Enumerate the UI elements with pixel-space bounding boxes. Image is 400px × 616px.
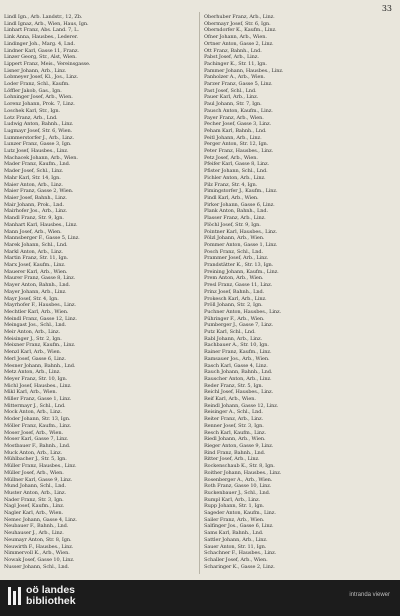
directory-entry: Maier Franz, Gasse 2, Wien. [4, 188, 74, 195]
directory-entry: Lorenz Johann, Prok. 7, Linz. [4, 101, 75, 108]
directory-entry: Pirker Johann, Gasse 6, Linz. [204, 201, 275, 208]
directory-entry: Schaller Josef, Arb., Wien. [204, 556, 268, 563]
directory-entry: Rind Franz, Bahnh., Lnd. [204, 449, 266, 456]
directory-entry: Muck Anton, Arb., Linz. [4, 449, 63, 456]
directory-entry: Peham Karl, Bahnh., Lnd. [204, 127, 267, 134]
right-column [204, 14, 394, 576]
directory-entry: Pabst Josef, Arb., Linz. [204, 54, 259, 61]
directory-entry: Lummerstorfer J., Arb., Linz. [4, 134, 74, 141]
directory-entry: Müller Franz, Hausbes., Linz. [4, 463, 77, 470]
directory-entry: Reder Franz, Str. 5, Ign. [204, 382, 264, 389]
directory-entry: Nagl Josef, Kaufm., Linz. [4, 503, 65, 510]
directory-entry: Mandl Franz, Str. 9, Ign. [4, 215, 64, 222]
directory-entry: Neubauer F., Bahnh., Lnd. [4, 523, 69, 530]
directory-entry: Mittermayr J., Schl., Lnd. [4, 402, 66, 409]
directory-entry: Oberhuber Franz, Arb., Linz. [204, 14, 275, 20]
directory-entry: Mayr Josef, Str. 4, Ign. [4, 295, 59, 302]
directory-entry: Maier Anton, Arb., Linz. [4, 181, 63, 188]
directory-entry: Ritter Josef, Arb., Linz. [204, 456, 260, 463]
directory-entry: Nemec Johann, Gasse 4, Linz. [4, 516, 77, 523]
directory-entry: Peitl Johann, Arb., Linz. [204, 134, 262, 141]
directory-entry: Pecher Josef, Gasse 3, Linz. [204, 121, 272, 128]
directory-entry: Mader Josef, Schl., Linz. [4, 168, 64, 175]
directory-entry: Resch Karl, Kaufm., Linz. [204, 429, 266, 436]
directory-entry: Mostbauer F., Bahnh., Lnd. [4, 443, 71, 449]
directory-entry: Lunzer Franz, Gasse 3, Ign. [4, 141, 72, 148]
directory-entry: Rockenschaub K., Str. 8, Ign. [204, 463, 275, 470]
directory-entry: Pichler Anton, Arb., Linz. [204, 174, 266, 181]
directory-entry: Rainer Franz, Kaufm., Linz. [204, 349, 272, 356]
directory-entry: Mayer Anton, Bahnh., Lnd. [4, 282, 71, 289]
directory-entry: Lippert Franz, Meis., Vereinsgasse. [4, 60, 91, 67]
directory-entry: Roither Johann, Hausbes., Linz. [204, 469, 282, 476]
directory-entry: Mader Franz, Kaufm., Lnd. [4, 161, 71, 168]
directory-entry: Muster Anton, Arb., Linz. [4, 489, 66, 496]
directory-entry: Merl Josef, Gasse 6, Linz. [4, 355, 66, 362]
library-logo[interactable] [8, 585, 76, 607]
directory-entry: Lindl Ign., Arb. Landstr., 12, Zb. [4, 14, 83, 20]
directory-entry: Meir Anton, Arb., Linz. [4, 329, 60, 336]
directory-entry: Ortner Anton, Gasse 2, Linz. [204, 40, 274, 47]
directory-entry: Pühringer F., Arb., Wien. [204, 315, 265, 322]
directory-entry: Meisinger J., Str. 2, Ign. [4, 335, 62, 342]
directory-entry: Lindner Karl, Gasse 11, Franz. [4, 47, 79, 54]
directory-entry: Nimmervoll K., Arb., Wien. [4, 550, 70, 557]
directory-entry: Rauch Johann, Bahnh., Lnd. [204, 369, 273, 376]
directory-entry: Mühlbacher J., Str. 5, Ign. [4, 456, 67, 463]
directory-entry: Martin Franz, Str. 11, Ign. [4, 255, 69, 262]
directory-entry: Reisinger A., Schl., Lnd. [204, 409, 263, 416]
directory-entry: Sailer Franz, Arb., Wien. [204, 516, 265, 523]
directory-entry: Ruckenbauer J., Schl., Lnd. [204, 489, 271, 496]
directory-entry: Linzer Georg, Str., Alst, Wien. [4, 54, 77, 61]
directory-entry: Metz Anton, Arb., Linz. [4, 369, 61, 376]
directory-entry: Lindinger Joh., Marg. 4, Lnd. [4, 40, 75, 47]
directory-entry: Moser Josef, Arb., Wien. [4, 429, 64, 436]
directory-entry: Müllner Karl, Gasse 9, Linz. [4, 476, 73, 483]
directory-entry: Michl Josef, Hausbes., Linz. [4, 382, 72, 389]
directory-entry: Lutz Josef, Hausbes., Linz. [4, 148, 69, 155]
directory-entry: Lohninger Josef, Arb., Wien. [4, 94, 73, 101]
directory-entry: Prem Anton, Arb., Wien. [204, 275, 264, 282]
directory-entry: Mesner Johann, Bahnh., Lnd. [4, 362, 76, 369]
directory-entry: Mund Johann, Schl., Lnd. [4, 483, 66, 490]
directory-entry: Loschek Karl, Str., Ign. [4, 107, 61, 114]
directory-entry: Pimingstorfer J., Kaufm., Linz. [204, 188, 278, 195]
directory-entry: Pölzl Johann, Arb., Wien. [204, 235, 265, 242]
directory-entry: Ludwig Anton, Bahnh., Linz. [4, 121, 74, 128]
directory-entry: Panholzer A., Arb., Wien. [204, 74, 266, 81]
directory-entry: Presl Franz, Gasse 11, Linz. [204, 282, 273, 289]
directory-entry: Pointner Karl, Hausbes., Linz. [204, 228, 278, 235]
directory-entry: Prinz Josef, Bahnh., Lnd. [204, 288, 265, 295]
directory-entry: Scharinger K., Gasse 2, Linz. [204, 563, 275, 570]
directory-entry: Sams Karl, Bahnh., Lnd. [204, 530, 264, 537]
directory-entry: Markl Anton, Arb., Linz. [4, 248, 63, 255]
logo-line-2: bibliothek [26, 595, 76, 607]
directory-entry: Manhart Karl, Hausbes., Linz. [4, 221, 78, 228]
library-logo-text [26, 585, 76, 607]
directory-entry: Mikl Karl, Arb., Wien. [4, 389, 58, 396]
directory-entry: Posch Franz, Schl., Lnd. [204, 248, 263, 255]
directory-entry: Reiter Franz, Arb., Linz. [204, 416, 263, 423]
directory-entry: Putz Karl, Schl., Lnd. [204, 329, 256, 336]
directory-entry: Ramsauer Jos., Arb., Wien. [204, 355, 270, 362]
directory-entry: Pauer Karl, Arb., Linz. [204, 94, 259, 101]
directory-entry: Sauer Anton, Str. 11, Ign. [204, 543, 267, 550]
directory-entry: Schachner F., Hausbes., Linz. [204, 550, 277, 557]
directory-entry: Möller Franz, Kaufm., Linz. [4, 422, 72, 429]
directory-entry: Mauerer Karl, Arb., Wien. [4, 268, 68, 275]
directory-entry: Renner Josef, Str. 3, Ign. [204, 422, 264, 429]
directory-entry: Meixner Franz, Kaufm., Linz. [4, 342, 76, 349]
directory-entry: Marek Johann, Schl., Lnd. [4, 241, 68, 248]
directory-entry: Oberndorfer K., Kaufm., Linz. [204, 27, 277, 34]
directory-entry: Prandstätter K., Str. 13, Ign. [204, 262, 274, 269]
directory-entry: Payer Franz, Arb., Wien. [204, 114, 264, 121]
directory-entry: Perger Anton, Str. 12, Ign. [204, 141, 269, 148]
directory-entry: Mechtler Karl, Arb., Wien. [4, 308, 69, 315]
directory-entry: Prokesch Karl, Arb., Linz. [204, 295, 267, 302]
left-column [4, 14, 194, 576]
directory-entry: Puchner Anton, Hausbes., Linz. [204, 308, 281, 315]
directory-entry: Maurer Franz, Gasse 8, Linz. [4, 275, 76, 282]
directory-entry: Maier Josef, Bahnh., Linz. [4, 194, 67, 201]
directory-entry: Pindl Karl, Arb., Wien. [204, 194, 259, 201]
directory-entry: Rupp Johann, Str. 1, Ign. [204, 503, 265, 510]
directory-entry: Pachinger K., Str. 11, Ign. [204, 60, 267, 67]
directory-entry: Ott Franz, Bahnh., Lnd. [204, 47, 262, 54]
directory-entry: Meindl Franz, Gasse 12, Linz. [4, 315, 77, 322]
directory-entry: Past Josef, Schl., Lnd. [204, 87, 257, 94]
directory-entry: Neuwirth F., Hausbes., Linz. [4, 543, 74, 550]
directory-entry: Prammer Josef, Arb., Linz. [204, 255, 269, 262]
directory-entry: Lisner Johann, Arb., Linz. [4, 67, 67, 74]
directory-entry: Nagler Karl, Arb., Wien. [4, 510, 63, 517]
directory-entry: Ofner Johann, Arb., Wien. [204, 34, 267, 41]
logo-line-1: oö landes [26, 584, 76, 596]
directory-entry: Neuhauser J., Arb., Linz. [4, 530, 64, 537]
directory-entry: Mair Johann, Prok., Lnd. [4, 201, 65, 208]
directory-entry: Pfeifer Karl, Gasse 8, Linz. [204, 161, 270, 168]
directory-entry: Plasser Franz, Arb., Linz. [204, 215, 266, 222]
directory-entry: Rauscher Anton, Arb., Linz. [204, 375, 272, 382]
directory-entry: Moser Karl, Gasse 7, Linz. [4, 436, 69, 443]
directory-entry: Salfinger Jos., Gasse 6, Linz. [204, 523, 274, 530]
directory-entry: Mann Josef, Arb., Wien. [4, 228, 62, 235]
directory-entry: Müller Josef, Arb., Wien. [4, 469, 64, 476]
directory-entry: Rasch Karl, Gasse 4, Linz. [204, 362, 268, 369]
directory-entry: Rosenberger A., Arb., Wien. [204, 476, 273, 483]
directory-entry: Mayrhofer F., Hausbes., Linz. [4, 302, 76, 309]
directory-entry: Parzer Franz, Gasse 5, Linz. [204, 81, 273, 88]
directory-entry: Neumayr Anton, Str. 8, Ign. [4, 536, 72, 543]
directory-entry: Nader Franz, Str. 3, Ign. [4, 496, 64, 503]
directory-entry: Pausch Anton, Kaufm., Linz. [204, 107, 273, 114]
directory-entry: Mahr Karl, Str. 14, Ign. [4, 174, 61, 181]
directory-entry: Link Anna, Hausbes., Lederer. [4, 34, 78, 41]
directory-entry: Pröll Johann, Str. 2, Ign. [204, 302, 263, 309]
directory-entry: Machacek Johann, Arb., Wien. [4, 154, 78, 161]
directory-entry: Riedl Johann, Arb., Wien. [204, 436, 266, 443]
directory-entry: Obermayr Josef, Str. 6, Ign. [204, 20, 271, 27]
directory-entry: Loder Franz, Schl., Kaufm. [4, 81, 70, 88]
directory-entry: Lotz Franz, Arb., Lnd. [4, 114, 58, 121]
directory-entry: Paul Johann, Str. 7, Ign. [204, 101, 262, 108]
viewer-label: intranda viewer [349, 592, 390, 598]
directory-entry: Moder Johann, Str. 13, Ign. [4, 416, 71, 423]
directory-entry: Mayer Johann, Arb., Linz. [4, 288, 67, 295]
directory-entry: Lindl Ignaz, Arb., Wien, Haus, Ign. [4, 20, 89, 27]
directory-entry: Preining Johann, Kaufm., Linz. [204, 268, 279, 275]
directory-entry: Roth Franz, Gasse 10, Linz. [204, 483, 272, 490]
directory-entry: Menzl Karl, Arb., Wien. [4, 349, 62, 356]
directory-entry: Mannsberger F., Gasse 5, Linz. [4, 235, 80, 242]
directory-entry: Peter Franz, Hausbes., Linz. [204, 148, 274, 155]
library-logo-icon [8, 587, 21, 605]
directory-entry: Petz Josef, Arb., Wien. [204, 154, 258, 161]
directory-entry: Rachbauer A., Str. 10, Ign. [204, 342, 269, 349]
page-number: 33 [381, 4, 392, 13]
directory-entry: Plank Anton, Bahnh., Lnd. [204, 208, 268, 215]
directory-entry: Reichl Josef, Hausbes., Linz. [204, 389, 274, 396]
directory-entry: Lugmayr Josef, Str. 6, Wien. [4, 127, 73, 134]
column-divider [199, 12, 200, 574]
directory-entry: Sageder Anton, Kaufm., Linz. [204, 510, 276, 517]
directory-entry: Meyer Franz, Str. 10, Ign. [4, 375, 68, 382]
directory-entry: Rabl Johann, Arb., Linz. [204, 335, 263, 342]
directory-entry: Plöchl Josef, Str. 9, Ign. [204, 221, 261, 228]
directory-entry: Reif Karl, Arb., Wien. [204, 396, 256, 403]
directory-entry: Lobmeyer Josef, Kl., Jos., Linz. [4, 74, 78, 81]
directory-entry: Meingast Jos., Schl., Lnd. [4, 322, 67, 329]
directory-entry: Pilz Franz, Str. 4, Ign. [204, 181, 258, 188]
directory-entry: Mairhofer Jos., Arb., Linz. [4, 208, 68, 215]
footer-bar [0, 580, 400, 616]
directory-entry: Nusser Johann, Schl., Lnd. [4, 563, 70, 570]
directory-entry: Rumpl Karl, Arb., Linz. [204, 496, 261, 503]
directory-entry: Miller Franz, Gasse 1, Linz. [4, 396, 72, 403]
directory-entry: Pammer Johann, Hausbes., Linz. [204, 67, 284, 74]
directory-entry: Pumberger J., Gasse 7, Linz. [204, 322, 273, 329]
directory-entry: Mock Anton, Arb., Linz. [4, 409, 62, 416]
directory-entry: Reindl Johann, Gasse 12, Linz. [204, 402, 279, 409]
directory-entry: Löffler Jakob, Gas., Ign. [4, 87, 62, 94]
directory-entry: Pommer Anton, Gasse 1, Linz. [204, 241, 278, 248]
directory-entry: Rieger Anton, Gasse 9, Linz. [204, 443, 274, 449]
directory-entry: Nowak Josef, Gasse 10, Linz. [4, 556, 75, 563]
directory-entry: Marx Josef, Kaufm., Linz. [4, 262, 66, 269]
directory-entry: Sattler Johann, Arb., Linz. [204, 536, 268, 543]
directory-entry: Pfister Johann, Schl., Lnd. [204, 168, 268, 175]
directory-entry: Linhart Franz, Abs. Land. 7, L. [4, 27, 79, 34]
